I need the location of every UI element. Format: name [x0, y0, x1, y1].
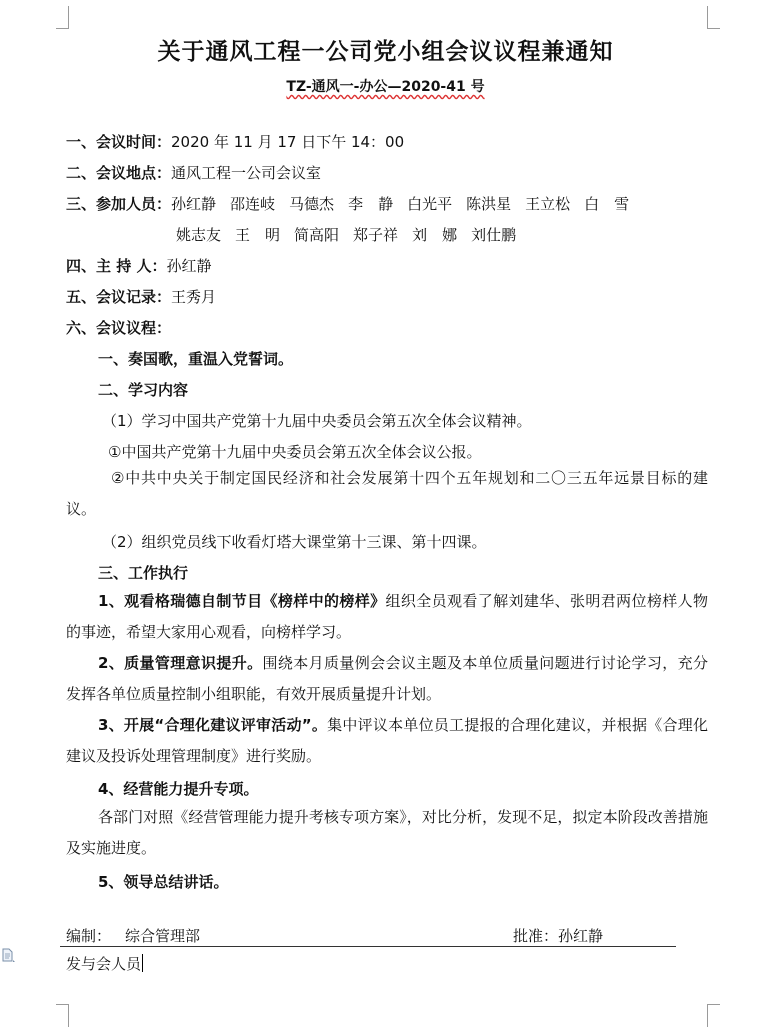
- field-label: 六、会议议程：: [66, 319, 172, 337]
- agenda-study-item-1[interactable]: （1）学习中国共产党第十九届中央委员会第五次全体会议精神。: [102, 412, 532, 430]
- field-attendees[interactable]: [66, 193, 629, 214]
- attendees-row-2[interactable]: [176, 224, 516, 245]
- work-item-title: 3、开展“合理化建议评审活动”。: [98, 716, 328, 734]
- footer-signature-row[interactable]: [66, 925, 676, 946]
- distribution-text: 发与会人员: [66, 955, 142, 973]
- attendee-name: 陈洪星: [466, 195, 512, 213]
- approved-value: 孙红静: [558, 927, 604, 945]
- attendee-name: 郑子祥: [353, 226, 399, 244]
- work-item-1[interactable]: [66, 586, 708, 648]
- field-meeting-place[interactable]: [66, 162, 321, 183]
- attendee-name: 白光平: [407, 195, 453, 213]
- prepared-label: 编制：: [66, 927, 112, 945]
- field-label: 五、会议记录：: [66, 288, 172, 306]
- document-icon[interactable]: [0, 948, 16, 964]
- field-agenda[interactable]: [66, 317, 171, 338]
- attendee-name: 孙红静: [171, 195, 217, 213]
- document-number[interactable]: [0, 76, 771, 96]
- attendee-name: 刘 娜: [412, 226, 458, 244]
- attendee-name: 简高阳: [294, 226, 340, 244]
- agenda-section-3[interactable]: 三、工作执行: [98, 564, 189, 582]
- approved-label: 批准：: [513, 927, 559, 945]
- field-label: 一、会议时间：: [66, 133, 172, 151]
- page-corner-mark: [707, 6, 720, 29]
- work-item-text: 集中评议本单位员工提报的合理化建议，并根据《合理化建议及投诉处理管理制度》进行奖励。: [66, 716, 708, 765]
- page-corner-mark: [56, 1004, 69, 1027]
- attendee-name: 李 静: [348, 195, 394, 213]
- field-value: 孙红静: [166, 257, 212, 275]
- attendee-name: 姚志友: [176, 226, 222, 244]
- work-item-text: 组织全员观看了解刘建华、张明君两位榜样人物的事迹，希望大家用心观看，向榜样学习。: [66, 592, 708, 641]
- attendee-name: 王 明: [235, 226, 281, 244]
- field-value: 王秀月: [171, 288, 217, 306]
- page-corner-mark: [56, 6, 69, 29]
- work-item-5-title[interactable]: 5、领导总结讲话。: [98, 873, 229, 891]
- field-value: 2020 年 11 月 17 日下午 14：00: [171, 133, 405, 151]
- field-label: 三、参加人员：: [66, 195, 172, 213]
- field-label: 四、主 持 人：: [66, 257, 167, 275]
- attendee-name: 王立松: [525, 195, 571, 213]
- work-item-title: 2、质量管理意识提升。: [98, 654, 263, 672]
- field-label: 二、会议地点：: [66, 164, 172, 182]
- field-recorder[interactable]: [66, 286, 216, 307]
- work-item-4-text[interactable]: 各部门对照《经营管理能力提升考核专项方案》，对比分析，发现不足，拟定本阶段改善措施及实施进度。: [66, 808, 708, 857]
- attendee-name: 白 雪: [584, 195, 630, 213]
- attendee-name: 刘仕鹏: [471, 226, 517, 244]
- document-title[interactable]: 关于通风工程一公司党小组会议议程兼通知: [157, 39, 614, 65]
- agenda-study-subitem-2[interactable]: ②中共中央关于制定国民经济和社会发展第十四个五年规划和二〇三五年远景目标的建议。: [66, 469, 708, 518]
- attendee-name: 邵连岐: [230, 195, 276, 213]
- work-item-2[interactable]: [66, 648, 708, 710]
- distribution-line[interactable]: [66, 953, 143, 974]
- footer-divider: [60, 946, 676, 947]
- agenda-section-1[interactable]: 一、奏国歌，重温入党誓词。: [98, 350, 294, 368]
- agenda-study-subitem-1[interactable]: ①中国共产党第十九届中央委员会第五次全体会议公报。: [108, 443, 482, 461]
- page-corner-mark: [707, 1004, 720, 1027]
- agenda-study-item-2[interactable]: （2）组织党员线下收看灯塔大课堂第十三课、第十四课。: [102, 533, 487, 551]
- work-item-4-title[interactable]: 4、经营能力提升专项。: [98, 780, 259, 798]
- attendee-name: 马德杰: [289, 195, 335, 213]
- work-item-text: 围绕本月质量例会会议主题及本单位质量问题进行讨论学习，充分发挥各单位质量控制小组职能，有效开展质量提升计划。: [66, 654, 708, 703]
- text-cursor: [142, 954, 143, 972]
- field-meeting-time[interactable]: [66, 131, 404, 152]
- work-item-title: 1、观看格瑞德自制节目《榜样中的榜样》: [98, 592, 386, 610]
- field-value: 通风工程一公司会议室: [171, 164, 322, 182]
- prepared-value: 综合管理部: [125, 927, 201, 945]
- document-number-text[interactable]: TZ-通风一-办公—2020-41 号: [286, 79, 485, 95]
- work-item-3[interactable]: [66, 710, 708, 772]
- agenda-section-2[interactable]: 二、学习内容: [98, 381, 189, 399]
- field-host[interactable]: [66, 255, 211, 276]
